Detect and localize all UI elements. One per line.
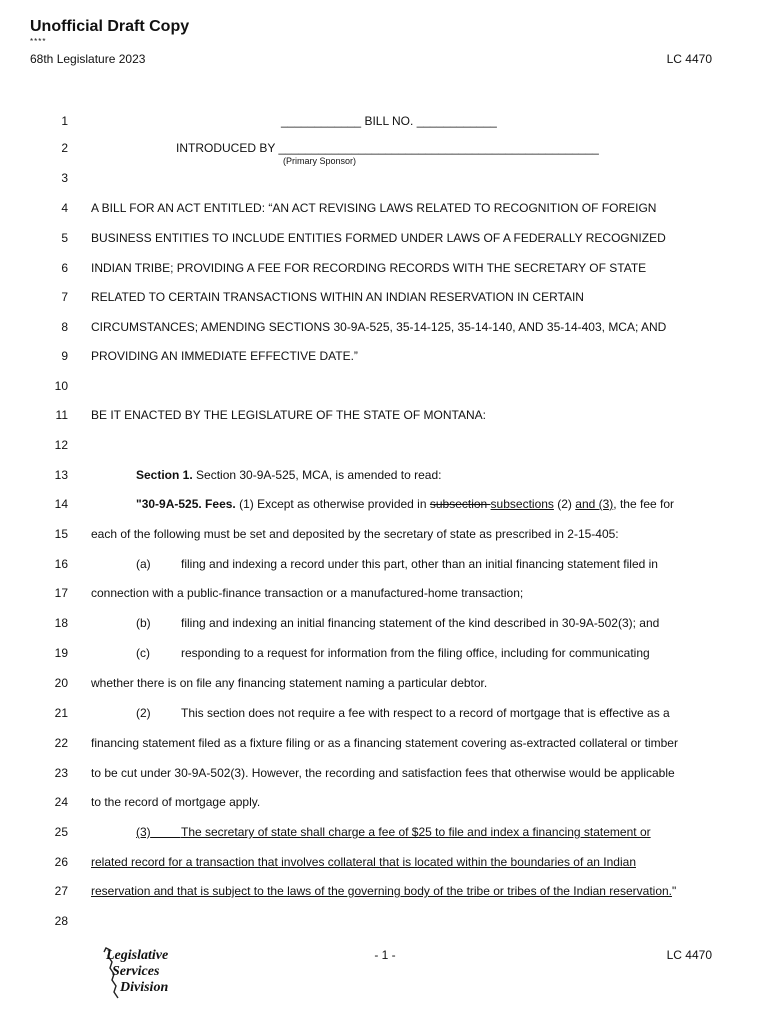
bill-title-line: A BILL FOR AN ACT ENTITLED: “AN ACT REVISING LAWS RELATED TO RECOGNITION OF FOREIGN bbox=[91, 201, 657, 215]
inserted-subsection-label: (3) bbox=[136, 825, 151, 839]
line-number: 21 bbox=[54, 706, 68, 720]
statute-line: This section does not require a fee with respect to a record of mortgage that is effective as a bbox=[181, 706, 670, 720]
bill-number-blank-right: ____________ bbox=[416, 114, 497, 128]
logo-line: Services bbox=[112, 964, 160, 979]
page-number: - 1 - bbox=[374, 948, 396, 962]
statute-line bbox=[136, 497, 674, 511]
line-number: 1 bbox=[61, 114, 68, 128]
line-number: 17 bbox=[54, 586, 68, 600]
line-number: 3 bbox=[61, 171, 68, 185]
line-number: 15 bbox=[54, 527, 68, 541]
statute-line: to be cut under 30-9A-502(3). However, the recording and satisfaction fees that otherwise would be applicable bbox=[91, 766, 675, 780]
inserted-text: subsections bbox=[490, 497, 554, 511]
line-number: 23 bbox=[54, 766, 68, 780]
bill-number-blank-left: ____________ bbox=[281, 114, 362, 128]
statute-line: filing and indexing a record under this part, other than an initial financing statement filed in bbox=[181, 557, 658, 571]
line-number: 18 bbox=[54, 616, 68, 630]
statute-text: , the fee for bbox=[613, 497, 674, 511]
lc-number-header: LC 4470 bbox=[666, 52, 712, 66]
bill-title-line: CIRCUMSTANCES; AMENDING SECTIONS 30-9A-525, 35-14-125, 35-14-140, AND 35-14-403, MCA; AND bbox=[91, 320, 667, 334]
section-number: Section 1. bbox=[136, 468, 193, 482]
introduced-by-line bbox=[176, 141, 599, 155]
closing-quote: " bbox=[672, 884, 677, 898]
statute-line bbox=[91, 884, 676, 898]
draft-title: Unofficial Draft Copy bbox=[30, 18, 190, 35]
introduced-by-label: INTRODUCED BY bbox=[176, 141, 276, 155]
enacting-clause: BE IT ENACTED BY THE LEGISLATURE OF THE STATE OF MONTANA: bbox=[91, 408, 486, 422]
statute-line: financing statement filed as a fixture filing or as a financing statement covering as-extracted collateral or timber bbox=[91, 736, 678, 750]
statute-line bbox=[91, 855, 636, 869]
inserted-text: reservation and that is subject to the laws of the governing body of the tribe or tribes of the Indian reservation. bbox=[91, 884, 673, 898]
inserted-text: that involves collateral that is located within the boundaries of an Indian bbox=[254, 855, 636, 869]
line-number: 6 bbox=[61, 261, 68, 275]
line-number: 14 bbox=[54, 497, 68, 511]
bill-number-line bbox=[281, 114, 497, 128]
statute-line: each of the following must be set and deposited by the secretary of state as prescribed in 2-15-405: bbox=[91, 527, 619, 541]
inserted-text: related record for a transaction bbox=[91, 855, 255, 869]
logo-line: Legislative bbox=[106, 948, 169, 963]
statute-line: filing and indexing an initial financing statement of the kind described in 30-9A-502(3); and bbox=[181, 616, 660, 630]
subsection-label: (2) bbox=[136, 706, 151, 720]
subsection-label: (a) bbox=[136, 557, 151, 571]
subsection-label: (c) bbox=[136, 646, 150, 660]
line-number: 9 bbox=[61, 349, 68, 363]
line-number: 16 bbox=[54, 557, 68, 571]
inserted-text: The secretary of state shall charge a fee of $25 to file and index a financing statement or bbox=[181, 825, 651, 839]
line-number: 25 bbox=[54, 825, 68, 839]
statute-line: connection with a public-finance transaction or a manufactured-home transaction; bbox=[91, 586, 524, 600]
statute-line: to the record of mortgage apply. bbox=[91, 795, 261, 809]
bill-title-line: PROVIDING AN IMMEDIATE EFFECTIVE DATE.” bbox=[91, 349, 358, 363]
line-number: 8 bbox=[61, 320, 68, 334]
section-heading bbox=[136, 468, 442, 482]
section-heading-text: Section 30-9A-525, MCA, is amended to read: bbox=[192, 468, 442, 482]
line-number: 5 bbox=[61, 231, 68, 245]
line-number: 13 bbox=[54, 468, 68, 482]
line-number: 20 bbox=[54, 676, 68, 690]
subsection-label: (b) bbox=[136, 616, 151, 630]
bill-title-line: BUSINESS ENTITIES TO INCLUDE ENTITIES FORMED UNDER LAWS OF A FEDERALLY RECOGNIZED bbox=[91, 231, 666, 245]
line-number: 4 bbox=[61, 201, 68, 215]
draft-stars: **** bbox=[30, 37, 47, 46]
introduced-by-blank: ________________________________________________ bbox=[278, 141, 599, 155]
legislative-services-logo bbox=[100, 944, 190, 1004]
logo-line: Division bbox=[120, 980, 169, 995]
statute-caption: "30-9A-525. Fees. bbox=[136, 497, 236, 511]
line-number: 26 bbox=[54, 855, 68, 869]
statute-text: (1) Except as otherwise provided in bbox=[235, 497, 430, 511]
primary-sponsor-caption: (Primary Sponsor) bbox=[283, 156, 357, 166]
line-number: 10 bbox=[54, 379, 68, 393]
statute-line: whether there is on file any financing statement naming a particular debtor. bbox=[91, 676, 488, 690]
bill-title-line: RELATED TO CERTAIN TRANSACTIONS WITHIN AN INDIAN RESERVATION IN CERTAIN bbox=[91, 290, 584, 304]
line-number: 2 bbox=[61, 141, 68, 155]
bill-number-label: BILL NO. bbox=[364, 114, 414, 128]
line-number: 24 bbox=[54, 795, 68, 809]
struck-text: subsection bbox=[429, 497, 491, 511]
inserted-text: and (3) bbox=[575, 497, 614, 511]
line-number: 27 bbox=[54, 884, 68, 898]
legislature-label: 68th Legislature 2023 bbox=[30, 52, 146, 66]
line-number: 7 bbox=[61, 290, 68, 304]
line-number: 19 bbox=[54, 646, 68, 660]
line-number: 22 bbox=[54, 736, 68, 750]
line-number: 12 bbox=[54, 438, 68, 452]
statute-line: responding to a request for information from the filing office, including for communicating bbox=[181, 646, 650, 660]
lc-number-footer: LC 4470 bbox=[666, 948, 712, 962]
bill-title-line: INDIAN TRIBE; PROVIDING A FEE FOR RECORDING RECORDS WITH THE SECRETARY OF STATE bbox=[91, 261, 647, 275]
statute-text: (2) bbox=[553, 497, 576, 511]
line-number: 11 bbox=[55, 408, 68, 422]
line-number: 28 bbox=[54, 914, 68, 928]
